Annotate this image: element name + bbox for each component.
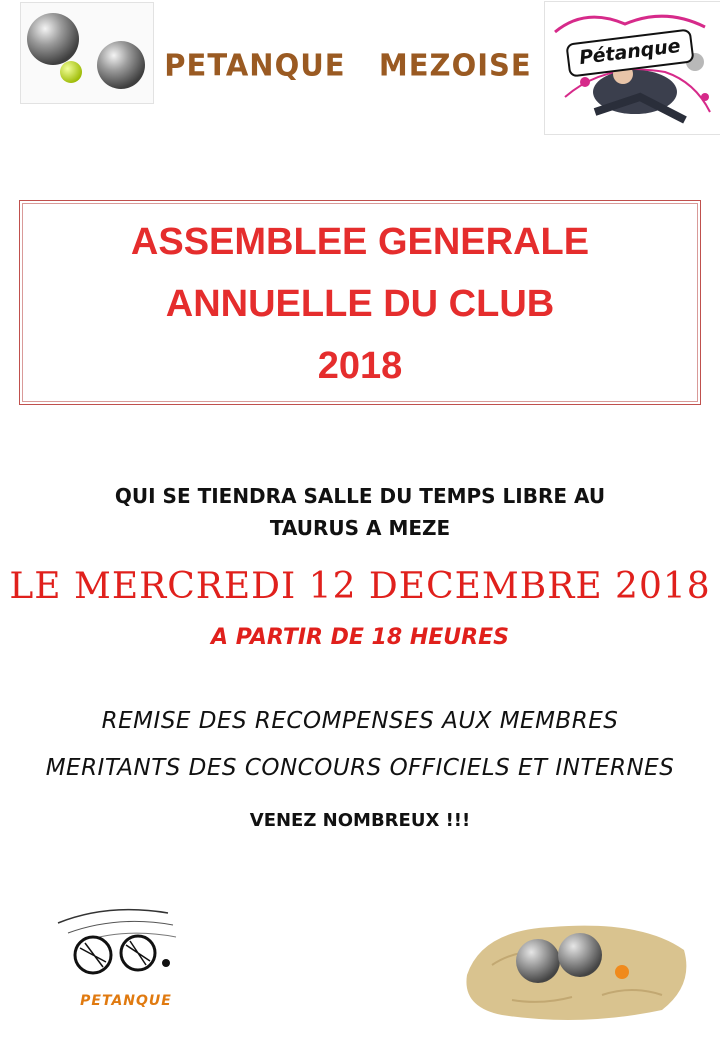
- title-line-2: ANNUELLE DU CLUB: [165, 283, 555, 325]
- petanque-sketch-logo: [48, 903, 208, 1018]
- club-name: PETANQUE MEZOISE: [164, 47, 532, 83]
- boules-sand-icon: [462, 915, 692, 1025]
- awards-line-1: REMISE DES RECOMPENSES AUX MEMBRES: [101, 708, 619, 734]
- title-line-1: ASSEMBLEE GENERALE: [130, 221, 590, 263]
- title-year: 2018: [317, 345, 403, 387]
- boules-logo: [20, 2, 154, 104]
- call-to-action: VENEZ NOMBREUX !!!: [249, 810, 471, 831]
- venue-line-2: TAURUS A MEZE: [269, 516, 451, 540]
- venue-line-1: QUI SE TIENDRA SALLE DU TEMPS LIBRE AU: [114, 484, 606, 508]
- boules-on-sand-image: [462, 915, 692, 1025]
- title-box: [19, 200, 701, 405]
- event-date: LE MERCREDI 12 DECEMBRE 2018: [9, 566, 711, 607]
- event-time: A PARTIR DE 18 HEURES: [211, 625, 509, 650]
- logo-label-text: Pétanque: [578, 34, 682, 70]
- petanque-player-logo: [544, 1, 720, 135]
- footer-logo-label: PETANQUE: [80, 993, 172, 1009]
- awards-line-2: MERITANTS DES CONCOURS OFFICIELS ET INTERNES: [45, 755, 675, 781]
- boules-icon: [21, 3, 153, 103]
